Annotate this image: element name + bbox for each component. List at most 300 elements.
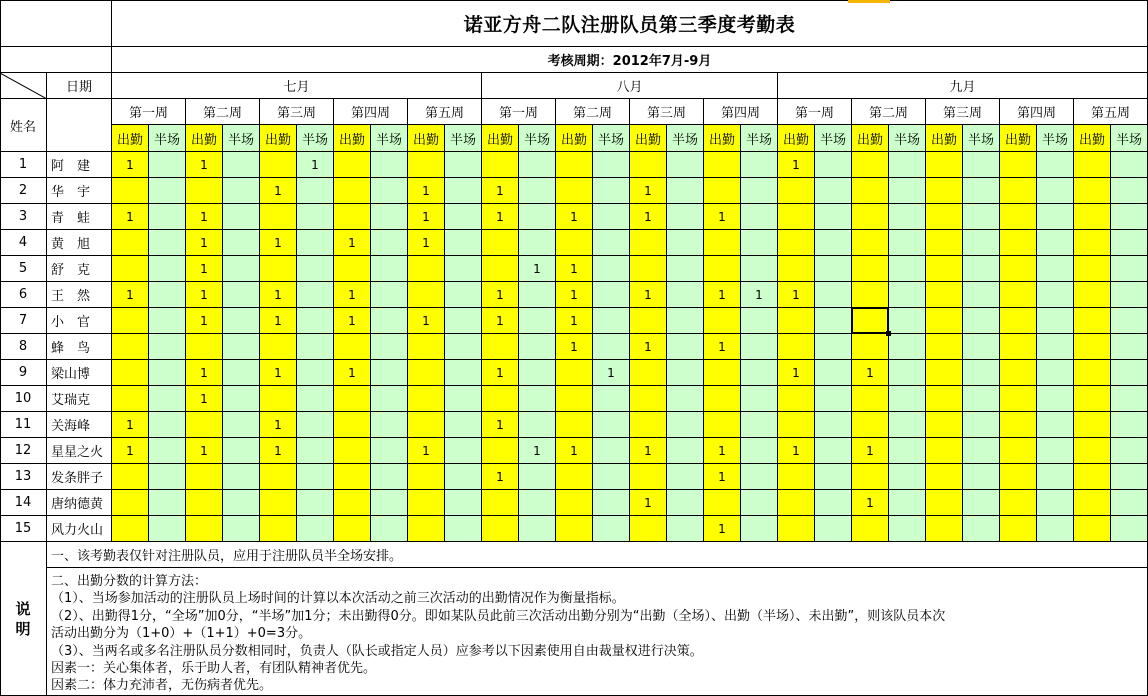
attendance-present-cell[interactable]	[778, 464, 815, 490]
attendance-half-cell[interactable]	[889, 438, 926, 464]
attendance-present-cell[interactable]	[408, 256, 445, 282]
attendance-present-cell[interactable]: 1	[260, 178, 297, 204]
attendance-half-cell[interactable]	[1037, 360, 1074, 386]
attendance-present-cell[interactable]	[186, 334, 223, 360]
attendance-half-cell[interactable]	[297, 490, 334, 516]
attendance-present-cell[interactable]	[1000, 360, 1037, 386]
attendance-half-cell[interactable]	[371, 386, 408, 412]
attendance-present-cell[interactable]	[852, 256, 889, 282]
attendance-present-cell[interactable]: 1	[630, 178, 667, 204]
attendance-present-cell[interactable]	[556, 230, 593, 256]
member-number[interactable]: 7	[0, 308, 47, 334]
attendance-half-cell[interactable]	[889, 204, 926, 230]
attendance-half-cell[interactable]	[1111, 360, 1148, 386]
attendance-present-cell[interactable]	[260, 464, 297, 490]
attendance-present-cell[interactable]	[852, 152, 889, 178]
attendance-half-cell[interactable]	[445, 386, 482, 412]
attendance-half-cell[interactable]	[1037, 386, 1074, 412]
attendance-half-cell[interactable]	[223, 230, 260, 256]
attendance-half-cell[interactable]	[519, 334, 556, 360]
attendance-half-cell[interactable]	[1111, 282, 1148, 308]
attendance-half-cell[interactable]	[741, 334, 778, 360]
attendance-present-cell[interactable]: 1	[334, 308, 371, 334]
attendance-present-cell[interactable]	[112, 490, 149, 516]
attendance-half-cell[interactable]	[519, 230, 556, 256]
attendance-present-cell[interactable]	[926, 516, 963, 542]
attendance-half-cell[interactable]	[741, 438, 778, 464]
attendance-present-cell[interactable]	[704, 490, 741, 516]
attendance-present-cell[interactable]	[112, 464, 149, 490]
title-corner-cell[interactable]	[0, 0, 112, 47]
member-number[interactable]: 14	[0, 490, 47, 516]
attendance-half-cell[interactable]	[297, 464, 334, 490]
attendance-half-cell[interactable]	[963, 152, 1000, 178]
attendance-present-cell[interactable]	[1074, 334, 1111, 360]
attendance-present-cell[interactable]: 1	[186, 308, 223, 334]
attendance-present-cell[interactable]	[1000, 334, 1037, 360]
attendance-half-cell[interactable]	[445, 334, 482, 360]
attendance-half-cell[interactable]	[149, 282, 186, 308]
attendance-present-cell[interactable]: 1	[260, 438, 297, 464]
attendance-present-cell[interactable]: 1	[778, 438, 815, 464]
attendance-present-cell[interactable]	[556, 178, 593, 204]
attendance-present-cell[interactable]	[112, 386, 149, 412]
attendance-half-cell[interactable]	[815, 438, 852, 464]
attendance-half-cell[interactable]	[445, 152, 482, 178]
attendance-present-cell[interactable]	[260, 490, 297, 516]
attendance-half-cell[interactable]	[371, 438, 408, 464]
attendance-half-cell[interactable]	[889, 334, 926, 360]
attendance-half-cell[interactable]	[593, 516, 630, 542]
member-name[interactable]: 风力火山	[47, 516, 112, 542]
attendance-present-cell[interactable]	[334, 152, 371, 178]
attendance-half-cell[interactable]	[1037, 412, 1074, 438]
attendance-half-cell[interactable]	[519, 282, 556, 308]
attendance-present-cell[interactable]	[704, 178, 741, 204]
member-name[interactable]: 蜂 鸟	[47, 334, 112, 360]
attendance-half-cell[interactable]	[1037, 178, 1074, 204]
attendance-half-cell[interactable]	[741, 490, 778, 516]
attendance-present-cell[interactable]	[1000, 438, 1037, 464]
attendance-half-cell[interactable]	[815, 152, 852, 178]
attendance-present-cell[interactable]	[926, 464, 963, 490]
member-number[interactable]: 13	[0, 464, 47, 490]
attendance-half-cell[interactable]	[149, 152, 186, 178]
attendance-half-cell[interactable]	[963, 490, 1000, 516]
attendance-half-cell[interactable]	[963, 412, 1000, 438]
attendance-present-cell[interactable]	[852, 334, 889, 360]
attendance-half-cell[interactable]	[815, 204, 852, 230]
attendance-present-cell[interactable]	[186, 464, 223, 490]
attendance-half-cell[interactable]	[815, 516, 852, 542]
attendance-present-cell[interactable]	[334, 256, 371, 282]
attendance-half-cell[interactable]	[889, 230, 926, 256]
attendance-present-cell[interactable]	[260, 516, 297, 542]
attendance-present-cell[interactable]	[482, 516, 519, 542]
attendance-present-cell[interactable]	[408, 516, 445, 542]
attendance-present-cell[interactable]: 1	[186, 204, 223, 230]
attendance-present-cell[interactable]	[630, 256, 667, 282]
attendance-half-cell[interactable]	[667, 230, 704, 256]
attendance-half-cell[interactable]	[1111, 152, 1148, 178]
attendance-half-cell[interactable]	[593, 308, 630, 334]
attendance-present-cell[interactable]	[482, 386, 519, 412]
attendance-present-cell[interactable]: 1	[482, 360, 519, 386]
attendance-half-cell[interactable]	[963, 386, 1000, 412]
attendance-present-cell[interactable]	[704, 230, 741, 256]
attendance-present-cell[interactable]: 1	[704, 516, 741, 542]
attendance-present-cell[interactable]	[186, 490, 223, 516]
attendance-present-cell[interactable]	[556, 386, 593, 412]
attendance-present-cell[interactable]	[334, 438, 371, 464]
attendance-half-cell[interactable]	[371, 412, 408, 438]
attendance-half-cell[interactable]	[297, 230, 334, 256]
attendance-present-cell[interactable]	[408, 464, 445, 490]
attendance-half-cell[interactable]	[667, 308, 704, 334]
attendance-present-cell[interactable]: 1	[630, 334, 667, 360]
attendance-half-cell[interactable]	[1037, 334, 1074, 360]
attendance-half-cell[interactable]	[741, 230, 778, 256]
attendance-present-cell[interactable]	[852, 282, 889, 308]
attendance-half-cell[interactable]	[1037, 152, 1074, 178]
attendance-present-cell[interactable]	[186, 178, 223, 204]
attendance-present-cell[interactable]	[926, 256, 963, 282]
attendance-present-cell[interactable]: 1	[482, 178, 519, 204]
member-number[interactable]: 9	[0, 360, 47, 386]
attendance-present-cell[interactable]	[778, 386, 815, 412]
attendance-half-cell[interactable]	[223, 334, 260, 360]
attendance-present-cell[interactable]	[778, 256, 815, 282]
attendance-present-cell[interactable]: 1	[186, 438, 223, 464]
attendance-present-cell[interactable]: 1	[556, 308, 593, 334]
attendance-half-cell[interactable]	[519, 152, 556, 178]
attendance-half-cell[interactable]	[1037, 308, 1074, 334]
attendance-present-cell[interactable]	[112, 360, 149, 386]
attendance-half-cell[interactable]	[297, 516, 334, 542]
attendance-present-cell[interactable]	[260, 152, 297, 178]
attendance-half-cell[interactable]	[445, 516, 482, 542]
member-name[interactable]: 星星之火	[47, 438, 112, 464]
attendance-present-cell[interactable]	[408, 412, 445, 438]
attendance-present-cell[interactable]	[260, 386, 297, 412]
attendance-present-cell[interactable]	[630, 386, 667, 412]
attendance-half-cell[interactable]	[1111, 204, 1148, 230]
attendance-half-cell[interactable]	[889, 178, 926, 204]
attendance-present-cell[interactable]	[1000, 412, 1037, 438]
attendance-present-cell[interactable]	[1074, 256, 1111, 282]
attendance-half-cell[interactable]	[149, 386, 186, 412]
attendance-present-cell[interactable]: 1	[186, 282, 223, 308]
attendance-present-cell[interactable]	[482, 256, 519, 282]
attendance-present-cell[interactable]	[1074, 412, 1111, 438]
attendance-half-cell[interactable]	[371, 308, 408, 334]
attendance-present-cell[interactable]	[926, 230, 963, 256]
attendance-present-cell[interactable]	[1074, 152, 1111, 178]
attendance-half-cell[interactable]	[815, 386, 852, 412]
attendance-present-cell[interactable]	[852, 178, 889, 204]
attendance-present-cell[interactable]	[334, 516, 371, 542]
attendance-half-cell[interactable]	[1111, 490, 1148, 516]
attendance-half-cell[interactable]	[445, 178, 482, 204]
attendance-present-cell[interactable]	[1074, 490, 1111, 516]
attendance-present-cell[interactable]: 1	[112, 152, 149, 178]
attendance-half-cell[interactable]	[963, 256, 1000, 282]
attendance-half-cell[interactable]	[445, 230, 482, 256]
attendance-present-cell[interactable]	[260, 204, 297, 230]
attendance-half-cell[interactable]	[667, 490, 704, 516]
attendance-present-cell[interactable]	[334, 386, 371, 412]
attendance-half-cell[interactable]	[1111, 256, 1148, 282]
attendance-present-cell[interactable]	[778, 230, 815, 256]
attendance-half-cell[interactable]: 1	[741, 282, 778, 308]
attendance-present-cell[interactable]: 1	[630, 204, 667, 230]
attendance-present-cell[interactable]	[704, 152, 741, 178]
member-name[interactable]: 华 宇	[47, 178, 112, 204]
attendance-half-cell[interactable]	[593, 178, 630, 204]
member-number[interactable]: 1	[0, 152, 47, 178]
attendance-present-cell[interactable]	[630, 152, 667, 178]
attendance-half-cell[interactable]	[963, 464, 1000, 490]
attendance-half-cell[interactable]	[519, 490, 556, 516]
attendance-half-cell[interactable]	[593, 490, 630, 516]
attendance-half-cell[interactable]	[963, 308, 1000, 334]
attendance-present-cell[interactable]	[482, 490, 519, 516]
attendance-half-cell[interactable]	[815, 490, 852, 516]
attendance-half-cell[interactable]	[297, 308, 334, 334]
attendance-present-cell[interactable]	[778, 204, 815, 230]
attendance-half-cell[interactable]	[667, 386, 704, 412]
attendance-half-cell[interactable]	[519, 204, 556, 230]
attendance-half-cell[interactable]	[223, 204, 260, 230]
attendance-half-cell[interactable]	[593, 152, 630, 178]
attendance-present-cell[interactable]	[112, 256, 149, 282]
attendance-present-cell[interactable]: 1	[112, 204, 149, 230]
attendance-present-cell[interactable]: 1	[334, 360, 371, 386]
attendance-present-cell[interactable]	[556, 490, 593, 516]
attendance-half-cell[interactable]	[593, 334, 630, 360]
attendance-present-cell[interactable]: 1	[704, 334, 741, 360]
attendance-half-cell[interactable]	[1037, 204, 1074, 230]
attendance-present-cell[interactable]	[1074, 464, 1111, 490]
attendance-half-cell[interactable]	[1111, 386, 1148, 412]
attendance-present-cell[interactable]	[778, 308, 815, 334]
attendance-present-cell[interactable]	[778, 178, 815, 204]
attendance-present-cell[interactable]	[926, 386, 963, 412]
attendance-half-cell[interactable]	[593, 412, 630, 438]
attendance-present-cell[interactable]	[926, 178, 963, 204]
attendance-half-cell[interactable]	[149, 516, 186, 542]
attendance-present-cell[interactable]	[556, 464, 593, 490]
attendance-half-cell[interactable]	[593, 230, 630, 256]
attendance-present-cell[interactable]	[482, 230, 519, 256]
attendance-half-cell[interactable]	[223, 438, 260, 464]
attendance-present-cell[interactable]	[334, 490, 371, 516]
attendance-half-cell[interactable]	[371, 230, 408, 256]
attendance-present-cell[interactable]	[1074, 204, 1111, 230]
attendance-half-cell[interactable]	[1111, 516, 1148, 542]
attendance-present-cell[interactable]	[852, 230, 889, 256]
attendance-present-cell[interactable]	[408, 334, 445, 360]
attendance-half-cell[interactable]	[593, 282, 630, 308]
attendance-half-cell[interactable]	[519, 464, 556, 490]
attendance-half-cell[interactable]	[741, 360, 778, 386]
attendance-present-cell[interactable]	[408, 490, 445, 516]
attendance-present-cell[interactable]: 1	[704, 438, 741, 464]
member-name[interactable]: 黄 旭	[47, 230, 112, 256]
attendance-half-cell[interactable]	[149, 438, 186, 464]
attendance-present-cell[interactable]: 1	[778, 360, 815, 386]
attendance-present-cell[interactable]: 1	[852, 438, 889, 464]
attendance-half-cell[interactable]	[741, 152, 778, 178]
attendance-half-cell[interactable]	[741, 464, 778, 490]
attendance-half-cell[interactable]	[963, 360, 1000, 386]
attendance-half-cell[interactable]	[223, 308, 260, 334]
attendance-present-cell[interactable]	[1074, 308, 1111, 334]
attendance-present-cell[interactable]: 1	[556, 334, 593, 360]
attendance-half-cell[interactable]	[149, 204, 186, 230]
attendance-present-cell[interactable]: 1	[556, 256, 593, 282]
attendance-half-cell[interactable]	[963, 178, 1000, 204]
attendance-half-cell[interactable]	[223, 386, 260, 412]
attendance-half-cell[interactable]	[445, 438, 482, 464]
attendance-half-cell[interactable]	[297, 256, 334, 282]
attendance-present-cell[interactable]	[1000, 516, 1037, 542]
attendance-half-cell[interactable]	[815, 256, 852, 282]
attendance-present-cell[interactable]	[1000, 308, 1037, 334]
attendance-half-cell[interactable]	[223, 464, 260, 490]
attendance-present-cell[interactable]: 1	[186, 256, 223, 282]
attendance-half-cell[interactable]: 1	[593, 360, 630, 386]
attendance-present-cell[interactable]	[112, 516, 149, 542]
attendance-half-cell[interactable]	[519, 360, 556, 386]
attendance-half-cell[interactable]	[149, 256, 186, 282]
attendance-half-cell[interactable]	[371, 464, 408, 490]
attendance-present-cell[interactable]: 1	[186, 360, 223, 386]
attendance-present-cell[interactable]	[926, 360, 963, 386]
attendance-present-cell[interactable]: 1	[482, 282, 519, 308]
attendance-present-cell[interactable]: 1	[186, 386, 223, 412]
attendance-half-cell[interactable]	[667, 152, 704, 178]
attendance-half-cell[interactable]	[519, 386, 556, 412]
attendance-present-cell[interactable]	[852, 464, 889, 490]
attendance-half-cell[interactable]	[223, 412, 260, 438]
attendance-half-cell[interactable]	[667, 412, 704, 438]
attendance-present-cell[interactable]	[408, 282, 445, 308]
attendance-half-cell[interactable]	[149, 360, 186, 386]
attendance-present-cell[interactable]	[852, 204, 889, 230]
attendance-present-cell[interactable]: 1	[260, 308, 297, 334]
attendance-present-cell[interactable]	[112, 334, 149, 360]
attendance-present-cell[interactable]	[1074, 230, 1111, 256]
attendance-present-cell[interactable]: 1	[112, 282, 149, 308]
member-number[interactable]: 3	[0, 204, 47, 230]
attendance-half-cell[interactable]	[1111, 178, 1148, 204]
attendance-half-cell[interactable]	[593, 464, 630, 490]
attendance-half-cell[interactable]	[149, 178, 186, 204]
member-name[interactable]: 小 官	[47, 308, 112, 334]
attendance-present-cell[interactable]	[1074, 360, 1111, 386]
attendance-half-cell[interactable]	[371, 256, 408, 282]
attendance-half-cell[interactable]	[223, 516, 260, 542]
attendance-half-cell[interactable]	[1111, 230, 1148, 256]
attendance-present-cell[interactable]	[852, 412, 889, 438]
attendance-half-cell[interactable]	[297, 412, 334, 438]
attendance-present-cell[interactable]	[704, 256, 741, 282]
attendance-half-cell[interactable]	[297, 178, 334, 204]
attendance-half-cell[interactable]: 1	[519, 438, 556, 464]
attendance-present-cell[interactable]	[852, 516, 889, 542]
attendance-present-cell[interactable]	[1000, 282, 1037, 308]
attendance-half-cell[interactable]	[445, 412, 482, 438]
attendance-present-cell[interactable]: 1	[260, 412, 297, 438]
attendance-half-cell[interactable]	[889, 386, 926, 412]
member-number[interactable]: 10	[0, 386, 47, 412]
attendance-present-cell[interactable]	[704, 308, 741, 334]
attendance-half-cell[interactable]	[741, 204, 778, 230]
attendance-present-cell[interactable]: 1	[704, 464, 741, 490]
attendance-present-cell[interactable]: 1	[260, 360, 297, 386]
attendance-half-cell[interactable]	[519, 308, 556, 334]
attendance-present-cell[interactable]	[260, 334, 297, 360]
attendance-present-cell[interactable]	[926, 438, 963, 464]
attendance-present-cell[interactable]: 1	[260, 230, 297, 256]
attendance-present-cell[interactable]	[1074, 516, 1111, 542]
attendance-half-cell[interactable]	[815, 178, 852, 204]
member-number[interactable]: 2	[0, 178, 47, 204]
attendance-half-cell[interactable]	[963, 282, 1000, 308]
attendance-half-cell[interactable]	[667, 178, 704, 204]
attendance-present-cell[interactable]	[556, 360, 593, 386]
attendance-half-cell[interactable]	[149, 490, 186, 516]
member-name[interactable]: 艾瑞克	[47, 386, 112, 412]
attendance-present-cell[interactable]	[704, 412, 741, 438]
attendance-present-cell[interactable]	[334, 464, 371, 490]
attendance-half-cell[interactable]	[519, 178, 556, 204]
attendance-half-cell[interactable]	[223, 178, 260, 204]
attendance-present-cell[interactable]: 1	[482, 412, 519, 438]
attendance-present-cell[interactable]	[1000, 490, 1037, 516]
attendance-half-cell[interactable]	[445, 464, 482, 490]
attendance-half-cell[interactable]	[741, 178, 778, 204]
attendance-present-cell[interactable]: 1	[408, 438, 445, 464]
attendance-half-cell[interactable]	[815, 334, 852, 360]
attendance-present-cell[interactable]	[334, 178, 371, 204]
attendance-half-cell[interactable]	[1111, 464, 1148, 490]
attendance-half-cell[interactable]	[445, 308, 482, 334]
attendance-present-cell[interactable]	[334, 334, 371, 360]
attendance-half-cell[interactable]	[667, 516, 704, 542]
attendance-half-cell[interactable]: 1	[519, 256, 556, 282]
attendance-present-cell[interactable]: 1	[556, 282, 593, 308]
attendance-present-cell[interactable]	[556, 152, 593, 178]
attendance-present-cell[interactable]: 1	[112, 438, 149, 464]
attendance-present-cell[interactable]: 1	[778, 152, 815, 178]
attendance-present-cell[interactable]: 1	[852, 360, 889, 386]
attendance-half-cell[interactable]	[445, 282, 482, 308]
attendance-present-cell[interactable]: 1	[408, 204, 445, 230]
attendance-half-cell[interactable]	[149, 334, 186, 360]
attendance-half-cell[interactable]	[667, 360, 704, 386]
attendance-half-cell[interactable]	[445, 490, 482, 516]
attendance-present-cell[interactable]	[112, 178, 149, 204]
attendance-present-cell[interactable]	[630, 308, 667, 334]
attendance-half-cell[interactable]	[371, 334, 408, 360]
attendance-present-cell[interactable]	[630, 412, 667, 438]
attendance-half-cell[interactable]	[223, 490, 260, 516]
attendance-present-cell[interactable]	[112, 308, 149, 334]
attendance-present-cell[interactable]: 1	[408, 230, 445, 256]
attendance-half-cell[interactable]	[519, 412, 556, 438]
